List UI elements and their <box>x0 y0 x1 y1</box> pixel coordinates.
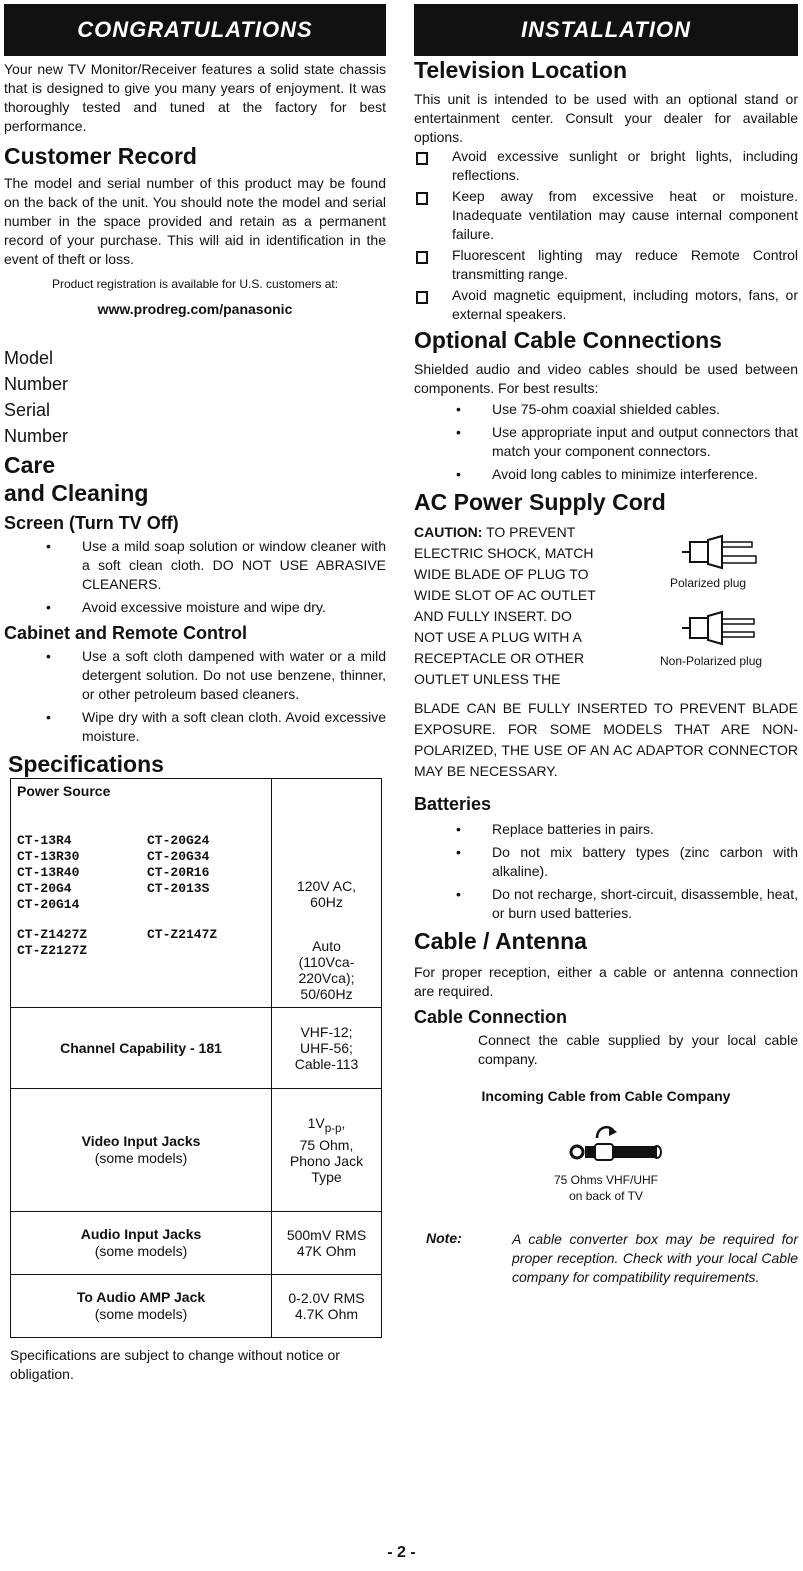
amp-value: 0-2.0V RMS <box>288 1290 365 1306</box>
video-value: Phono Jack <box>289 1152 364 1169</box>
caution-line: OUTLET UNLESS THE <box>414 671 561 687</box>
note-label: Note: <box>426 1230 462 1246</box>
serial-number-field[interactable] <box>4 397 386 449</box>
polarized-plug-icon <box>682 532 758 572</box>
model-label-1: Model <box>4 348 54 368</box>
specifications-footer: Specifications are subject to change without notice or obligation. <box>10 1347 340 1382</box>
power-value: (110Vca- <box>298 954 355 970</box>
specifications-heading: Specifications <box>8 751 164 777</box>
channel-value: Cable-113 <box>294 1056 359 1072</box>
channel-values-cell <box>272 1008 382 1089</box>
list-item: • Replace batteries in pairs. <box>414 820 798 839</box>
video-label: Video Input Jacks <box>81 1133 201 1149</box>
registration-url[interactable]: www.prodreg.com/panasonic <box>97 301 293 317</box>
model-label-2: Number <box>4 374 69 394</box>
list-item: • Use a soft cloth dampened with water or a mild detergent solution. Do not use benzene, thinner, or other petroleum based cleaners. <box>4 647 386 704</box>
amp-label-cell <box>11 1275 272 1338</box>
power-value: 50/60Hz <box>300 986 353 1002</box>
tv-location-text: This unit is intended to be used with an optional stand or entertainment center. Consult your dealer for available options. <box>414 91 798 145</box>
power-source-label: Power Source <box>17 783 111 799</box>
caution-line: TO PREVENT <box>486 524 576 540</box>
model-code: CT-Z2127Z <box>17 943 88 958</box>
coax-connector-icon <box>541 1118 671 1166</box>
audio-label-cell <box>11 1212 272 1275</box>
polarized-plug-label: Polarized plug <box>670 576 747 590</box>
screen-list <box>4 537 386 617</box>
video-value <box>273 1115 380 1137</box>
model-code: CT-13R40 <box>17 865 80 880</box>
video-v1: 1V <box>307 1115 325 1132</box>
connector-caption-2: on back of TV <box>569 1189 643 1203</box>
video-values-cell <box>272 1089 382 1212</box>
video-value: 75 Ohm, <box>299 1136 354 1153</box>
batteries-heading: Batteries <box>414 794 492 814</box>
antenna-heading: Cable / Antenna <box>414 928 587 954</box>
model-code: CT-20G34 <box>147 849 210 864</box>
video-v1-tail: , <box>341 1115 346 1132</box>
connector-caption-1: 75 Ohms VHF/UHF <box>553 1173 658 1187</box>
congratulations-text: Your new TV Monitor/Receiver features a solid state chassis that is designed to give you many years of enjoyment. It was thoroughly tested and tuned at the factory for best performance. <box>4 61 386 134</box>
care-heading-1: Care <box>4 452 56 478</box>
caution-label: CAUTION: <box>414 524 483 540</box>
model-code: CT-20G4 <box>17 881 72 896</box>
installation-banner: INSTALLATION <box>414 4 798 56</box>
amp-values-cell <box>272 1275 382 1338</box>
video-v1-sub: p-p <box>324 1121 342 1135</box>
table-row <box>11 1089 382 1212</box>
model-code: CT-13R30 <box>17 849 80 864</box>
cable-connections-list <box>414 400 798 484</box>
audio-label: Audio Input Jacks <box>80 1226 202 1242</box>
congratulations-banner: CONGRATULATIONS <box>4 4 386 56</box>
cable-connections-text: Shielded audio and video cables should be used between components. For best results: <box>414 361 798 396</box>
caution-line: WIDE BLADE OF PLUG TO <box>414 566 589 582</box>
non-polarized-plug-label: Non-Polarized plug <box>660 654 763 668</box>
video-label-cell <box>11 1089 272 1212</box>
model-group-2 <box>17 927 265 959</box>
audio-values-cell <box>272 1212 382 1275</box>
incoming-cable-label: Incoming Cable from Cable Company <box>481 1088 731 1104</box>
channel-value: VHF-12; <box>300 1024 353 1040</box>
list-item: • Use appropriate input and output connectors that match your component connectors. <box>414 423 798 461</box>
model-code: CT-Z1427Z <box>17 927 88 942</box>
model-code: CT-20G14 <box>17 897 80 912</box>
video-value: Type <box>311 1168 342 1185</box>
left-column <box>4 0 386 1384</box>
list-item: • Do not recharge, short-circuit, disassemble, heat, or burn used batteries. <box>414 885 798 923</box>
customer-record-heading: Customer Record <box>4 143 197 169</box>
cable-connection-text: Connect the cable supplied by your local cable company. <box>478 1032 798 1067</box>
note-text: A cable converter box may be required for proper reception. Check with your local Cable company for compatibility requirements. <box>512 1231 798 1285</box>
list-item: • Wipe dry with a soft clean cloth. Avoid excessive moisture. <box>4 708 386 746</box>
power-value: 220Vca); <box>298 970 355 986</box>
model-code: CT-Z2147Z <box>147 927 218 942</box>
registration-note: Product registration is available for U.S. customers at: <box>51 277 339 291</box>
serial-label-1: Serial <box>4 400 51 420</box>
power-values-cell <box>272 779 382 1008</box>
list-item: Avoid magnetic equipment, including motors, fans, or external speakers. <box>414 286 798 324</box>
caution-line: AND FULLY INSERT. DO <box>414 608 572 624</box>
non-polarized-plug-icon <box>682 608 758 648</box>
list-item: Fluorescent lighting may reduce Remote Control transmitting range. <box>414 246 798 284</box>
video-sub: (some models) <box>94 1150 188 1166</box>
power-value: 120V AC, <box>296 878 357 894</box>
table-row <box>11 1275 382 1338</box>
screen-heading: Screen (Turn TV Off) <box>4 513 179 533</box>
table-row <box>11 779 382 1008</box>
customer-record-text: The model and serial number of this product may be found on the back of the unit. You should note the model and serial number in the space provided and retain as a permanent record of your purchase. This will aid in identification in the event of theft or loss. <box>4 175 386 267</box>
model-group-1 <box>17 833 265 913</box>
caution-tail: BLADE CAN BE FULLY INSERTED TO PREVENT BLADE EXPOSURE. FOR SOME MODELS THAT ARE NON-POLARIZED, THE USE OF AN AC ADAPTOR CONNECTOR MAY BE NECESSARY. <box>414 700 798 779</box>
cable-connections-heading: Optional Cable Connections <box>414 327 722 353</box>
table-row <box>11 1008 382 1089</box>
list-item: Avoid excessive sunlight or bright lights, including reflections. <box>414 147 798 185</box>
power-value: Auto <box>312 938 341 954</box>
audio-sub: (some models) <box>94 1243 188 1259</box>
power-source-cell <box>11 779 272 1008</box>
ac-power-heading: AC Power Supply Cord <box>414 489 666 515</box>
channel-label: Channel Capability - 181 <box>11 1008 272 1089</box>
amp-value: 4.7K Ohm <box>294 1306 359 1322</box>
channel-value: UHF-56; <box>300 1040 353 1056</box>
list-item: • Use a mild soap solution or window cleaner with a soft clean cloth. DO NOT USE ABRASIVE CLEANERS. <box>4 537 386 594</box>
audio-value: 500mV RMS <box>286 1227 367 1243</box>
serial-label-2: Number <box>4 426 69 446</box>
caution-block <box>414 522 798 698</box>
caution-line: ELECTRIC SHOCK, MATCH <box>414 545 594 561</box>
cabinet-list <box>4 647 386 746</box>
antenna-text: For proper reception, either a cable or antenna connection are required. <box>414 964 798 999</box>
list-item: • Avoid excessive moisture and wipe dry. <box>4 598 386 617</box>
specifications-table <box>10 778 382 1338</box>
list-item: • Do not mix battery types (zinc carbon with alkaline). <box>414 843 798 881</box>
table-row <box>11 1212 382 1275</box>
tv-location-list <box>414 147 798 324</box>
list-item: Keep away from excessive heat or moisture. Inadequate ventilation may cause internal component failure. <box>414 187 798 244</box>
caution-line: NOT USE A PLUG WITH A <box>414 629 582 645</box>
model-code: CT-20G24 <box>147 833 210 848</box>
batteries-list <box>414 820 798 923</box>
care-heading-2: and Cleaning <box>4 480 149 506</box>
model-number-field[interactable] <box>4 345 386 397</box>
cabinet-heading: Cabinet and Remote Control <box>4 623 248 643</box>
tv-location-heading: Television Location <box>414 57 627 83</box>
power-value: 60Hz <box>310 894 343 910</box>
amp-label: To Audio AMP Jack <box>76 1289 206 1305</box>
caution-line: RECEPTACLE OR OTHER <box>414 650 585 666</box>
model-code: CT-20R16 <box>147 865 210 880</box>
cable-connection-heading: Cable Connection <box>414 1007 568 1027</box>
list-item: • Avoid long cables to minimize interference. <box>414 465 798 484</box>
right-column <box>414 0 798 1287</box>
audio-value: 47K Ohm <box>296 1243 357 1259</box>
amp-sub: (some models) <box>94 1306 188 1322</box>
caution-lines <box>414 522 640 690</box>
model-code: CT-2013S <box>147 881 210 896</box>
list-item: • Use 75-ohm coaxial shielded cables. <box>414 400 798 419</box>
note-block <box>414 1230 798 1287</box>
page-number: - 2 - <box>387 1544 416 1561</box>
caution-line: WIDE SLOT OF AC OUTLET <box>414 587 596 603</box>
model-code: CT-13R4 <box>17 833 72 848</box>
